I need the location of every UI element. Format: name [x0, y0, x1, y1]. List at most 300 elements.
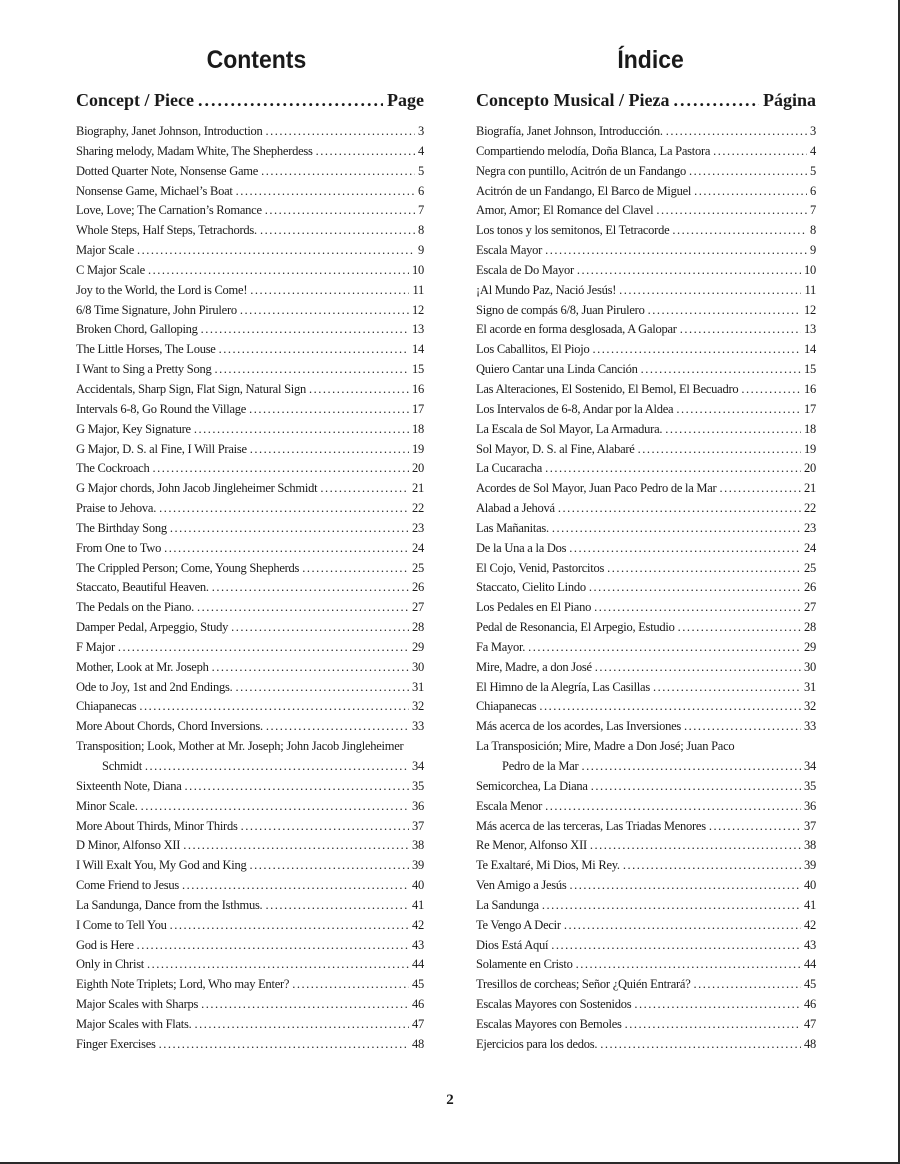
- toc-entry: [76, 539, 424, 559]
- toc-entry: [476, 896, 816, 916]
- toc-entry: [76, 638, 424, 658]
- leader-dots: [250, 856, 409, 876]
- toc-entry-page: 24: [804, 540, 816, 555]
- toc-entry: [476, 658, 816, 678]
- toc-entry-page: 28: [412, 620, 424, 635]
- toc-entry: [76, 896, 424, 916]
- toc-entry-page: 23: [412, 520, 424, 535]
- toc-entry-text: La Transposición; Mire, Madre a Don José; Juan Paco: [476, 739, 735, 754]
- toc-entry-text: Broken Chord, Galloping: [76, 322, 198, 337]
- leader-dots: [656, 201, 807, 221]
- toc-entry-text: Sol Mayor, D. S. al Fine, Alabaré: [476, 441, 635, 456]
- toc-entry: [476, 182, 816, 202]
- leader-dots: [719, 479, 801, 499]
- toc-entry-page: 13: [412, 322, 424, 337]
- toc-entry: [476, 301, 816, 321]
- toc-entry-text: Chiapanecas: [476, 699, 537, 714]
- toc-entry-text: Praise to Jehova.: [76, 501, 157, 516]
- toc-entry-text: Las Mañanitas.: [476, 520, 549, 535]
- toc-entry: [76, 320, 424, 340]
- toc-entry-continuation: [76, 757, 424, 777]
- toc-entry: [76, 955, 424, 975]
- leader-dots: [148, 261, 409, 281]
- toc-entry-page: 26: [804, 580, 816, 595]
- indice-header-page: Página: [762, 90, 816, 110]
- toc-entry-page: 47: [412, 1016, 424, 1031]
- toc-entry: [476, 261, 816, 281]
- leader-dots: [215, 360, 409, 380]
- toc-entry: [476, 459, 816, 479]
- leader-dots: [266, 717, 409, 737]
- toc-entry-text: Biografía, Janet Johnson, Introducción.: [476, 124, 663, 138]
- toc-entry-text: Mire, Madre, a don José: [476, 659, 592, 674]
- toc-entry: [76, 162, 424, 182]
- toc-entry: [76, 479, 424, 499]
- leader-dots: [709, 817, 801, 837]
- toc-entry: [476, 936, 816, 956]
- leader-dots: [159, 499, 409, 519]
- leader-dots: [673, 84, 759, 116]
- toc-entry: [76, 678, 424, 698]
- toc-entry: [76, 737, 424, 757]
- toc-entry-page: 16: [412, 381, 424, 396]
- toc-entry: [76, 459, 424, 479]
- toc-entry-page: 44: [412, 957, 424, 972]
- leader-dots: [195, 1015, 409, 1035]
- toc-entry-page: 40: [804, 878, 816, 893]
- toc-entry-page: 37: [412, 818, 424, 833]
- toc-entry-text: Negra con puntillo, Acitrón de un Fandango: [476, 163, 686, 178]
- toc-entry-page: 30: [412, 659, 424, 674]
- toc-entry-text: Whole Steps, Half Steps, Tetrachords.: [76, 223, 257, 238]
- toc-entry-text: El Cojo, Venid, Pastorcitos: [476, 560, 605, 575]
- toc-entry-text: Minor Scale.: [76, 798, 138, 813]
- toc-entry-text: G Major, D. S. al Fine, I Will Praise: [76, 441, 247, 456]
- toc-entry-text: Te Vengo A Decir: [476, 917, 561, 932]
- toc-entry: [476, 717, 816, 737]
- toc-entry-text: D Minor, Alfonso XII: [76, 838, 181, 853]
- toc-entry-page: 38: [804, 838, 816, 853]
- toc-entry-page: 17: [412, 401, 424, 416]
- leader-dots: [212, 578, 409, 598]
- leader-dots: [261, 162, 415, 182]
- toc-entry: [476, 440, 816, 460]
- toc-entry: [476, 975, 816, 995]
- leader-dots: [183, 836, 409, 856]
- leader-dots: [600, 1035, 801, 1055]
- toc-entry: [476, 539, 816, 559]
- leader-dots: [638, 440, 801, 460]
- toc-entry-text: Solamente en Cristo: [476, 957, 573, 972]
- leader-dots: [309, 380, 409, 400]
- toc-entry-page: 21: [412, 481, 424, 496]
- toc-entry-page: 34: [804, 759, 816, 773]
- toc-entry: [476, 578, 816, 598]
- leader-dots: [137, 936, 409, 956]
- leader-dots: [219, 340, 409, 360]
- toc-entry-text: La Escala de Sol Mayor, La Armadura.: [476, 421, 663, 436]
- toc-entry-text: Damper Pedal, Arpeggio, Study: [76, 620, 229, 635]
- toc-entry: [476, 697, 816, 717]
- toc-entry-page: 11: [412, 282, 424, 297]
- toc-entry: [476, 559, 816, 579]
- leader-dots: [528, 638, 801, 658]
- toc-entry: [476, 995, 816, 1015]
- toc-entry-page: 22: [804, 501, 816, 516]
- leader-dots: [653, 678, 801, 698]
- toc-entry-text: The Crippled Person; Come, Young Shepherds: [76, 560, 300, 575]
- toc-entry: [476, 142, 816, 162]
- toc-entry-text: Come Friend to Jesus: [76, 878, 179, 893]
- toc-entry-page: 48: [412, 1036, 424, 1051]
- leader-dots: [236, 182, 415, 202]
- toc-entry-page: 7: [418, 203, 424, 218]
- toc-entry-text: Only in Christ: [76, 957, 145, 972]
- toc-entry: [476, 737, 816, 757]
- toc-entry: [76, 122, 424, 142]
- toc-entry: [76, 559, 424, 579]
- toc-entry-page: 18: [412, 421, 424, 436]
- toc-entry-text: Major Scale: [76, 243, 134, 258]
- toc-entry: [76, 936, 424, 956]
- toc-entry-page: 4: [418, 143, 424, 158]
- leader-dots: [576, 955, 801, 975]
- toc-entry: [476, 340, 816, 360]
- leader-dots: [676, 400, 801, 420]
- toc-entry-text: Dios Está Aquí: [476, 937, 549, 952]
- leader-dots: [551, 936, 801, 956]
- leader-dots: [241, 817, 409, 837]
- contents-title: Contents: [206, 46, 307, 74]
- toc-entry-text: Acordes de Sol Mayor, Juan Paco Pedro de la Mar: [476, 481, 717, 496]
- toc-entry: [76, 856, 424, 876]
- toc-entry-page: 41: [412, 897, 424, 912]
- toc-entry-text: Más acerca de los acordes, Las Inversiones: [476, 719, 682, 734]
- leader-dots: [159, 1035, 409, 1055]
- toc-entry: [76, 340, 424, 360]
- toc-entry-text: Escala Mayor: [476, 243, 543, 258]
- toc-entry-page: 12: [412, 302, 424, 317]
- leader-dots: [689, 162, 807, 182]
- toc-entry-page: 6: [418, 183, 424, 198]
- toc-entry: [476, 955, 816, 975]
- toc-entry: [76, 499, 424, 519]
- toc-entry: [476, 122, 816, 142]
- toc-entry-page: 43: [804, 937, 816, 952]
- toc-entry: [76, 578, 424, 598]
- toc-entry-page: 11: [804, 282, 816, 297]
- toc-entry-text: Chiapanecas: [76, 699, 137, 714]
- toc-entry-text: El acorde en forma desglosada, A Galopar: [476, 322, 677, 337]
- toc-entry-page: 38: [412, 838, 424, 853]
- leader-dots: [164, 539, 409, 559]
- contents-list: [76, 122, 424, 1055]
- leader-dots: [185, 777, 410, 797]
- toc-entry-page: 28: [804, 620, 816, 635]
- toc-entry: [476, 221, 816, 241]
- toc-entry-text: Finger Exercises: [76, 1036, 156, 1051]
- toc-entry-text: Sharing melody, Madam White, The Shepherdess: [76, 143, 313, 158]
- toc-entry: [476, 499, 816, 519]
- toc-entry: [76, 301, 424, 321]
- toc-entry-text: Accidentals, Sharp Sign, Flat Sign, Natural Sign: [76, 381, 306, 396]
- toc-entry-text: Ode to Joy, 1st and 2nd Endings.: [76, 679, 233, 694]
- toc-entry-text: Joy to the World, the Lord is Come!: [76, 282, 248, 297]
- toc-entry-page: 22: [412, 501, 424, 516]
- toc-entry-page: 5: [810, 163, 816, 178]
- toc-entry: [76, 182, 424, 202]
- leader-dots: [545, 241, 807, 261]
- toc-entry: [76, 817, 424, 837]
- leader-dots: [139, 697, 409, 717]
- toc-entry: [476, 201, 816, 221]
- leader-dots: [141, 797, 409, 817]
- leader-dots: [581, 757, 801, 777]
- leader-dots: [634, 995, 801, 1015]
- leader-dots: [694, 182, 807, 202]
- toc-entry-page: 9: [418, 243, 424, 258]
- leader-dots: [212, 658, 409, 678]
- leader-dots: [266, 122, 415, 142]
- leader-dots: [545, 797, 801, 817]
- toc-entry: [476, 916, 816, 936]
- toc-entry-text: Dotted Quarter Note, Nonsense Game: [76, 163, 259, 178]
- toc-entry-page: 31: [412, 679, 424, 694]
- toc-entry: [76, 400, 424, 420]
- toc-entry-page: 46: [804, 997, 816, 1012]
- toc-entry: [476, 876, 816, 896]
- toc-entry-page: 40: [412, 878, 424, 893]
- toc-entry-text: Fa Mayor.: [476, 639, 526, 654]
- toc-entry: [76, 261, 424, 281]
- toc-entry: [476, 1035, 816, 1055]
- leader-dots: [231, 618, 409, 638]
- toc-entry-page: 26: [412, 580, 424, 595]
- leader-dots: [250, 440, 409, 460]
- toc-entry-page: 44: [804, 957, 816, 972]
- toc-entry-text: Major Scales with Flats.: [76, 1016, 192, 1031]
- toc-entry-page: 45: [412, 977, 424, 992]
- toc-entry: [476, 1015, 816, 1035]
- toc-entry: [76, 1035, 424, 1055]
- toc-entry-text: The Pedals on the Piano.: [76, 600, 194, 615]
- toc-entry-page: 19: [412, 441, 424, 456]
- toc-entry-text: Tresillos de corcheas; Señor ¿Quién Entrará?: [476, 977, 691, 992]
- toc-entry-page: 25: [804, 560, 816, 575]
- leader-dots: [558, 499, 801, 519]
- leader-dots: [648, 301, 801, 321]
- toc-entry-text: More About Chords, Chord Inversions.: [76, 719, 263, 734]
- toc-entry: [476, 519, 816, 539]
- leader-dots: [592, 340, 801, 360]
- toc-entry: [476, 856, 816, 876]
- toc-entry-page: 29: [804, 639, 816, 654]
- toc-entry-page: 16: [804, 381, 816, 396]
- leader-dots: [589, 578, 801, 598]
- toc-entry-text: I Come to Tell You: [76, 917, 167, 932]
- toc-entry: [76, 380, 424, 400]
- toc-entry-text: Acitrón de un Fandango, El Barco de Miguel: [476, 183, 692, 198]
- toc-entry-page: 19: [804, 441, 816, 456]
- toc-entry-page: 47: [804, 1016, 816, 1031]
- toc-entry: [76, 360, 424, 380]
- leader-dots: [577, 261, 801, 281]
- toc-entry-text: The Little Horses, The Louse: [76, 342, 216, 357]
- toc-entry-text: Major Scales with Sharps: [76, 997, 199, 1012]
- toc-entry-page: 27: [412, 600, 424, 615]
- toc-entry-page: 23: [804, 520, 816, 535]
- toc-entry-page: 9: [810, 243, 816, 258]
- toc-entry-page: 45: [804, 977, 816, 992]
- toc-entry-text: Nonsense Game, Michael’s Boat: [76, 183, 233, 198]
- toc-entry-text: Re Menor, Alfonso XII: [476, 838, 587, 853]
- toc-entry: [76, 995, 424, 1015]
- leader-dots: [607, 559, 801, 579]
- leader-dots: [118, 638, 409, 658]
- toc-entry-page: 15: [412, 362, 424, 377]
- toc-entry: [476, 420, 816, 440]
- leader-dots: [552, 519, 801, 539]
- toc-entry-page: 32: [412, 699, 424, 714]
- contents-column: [76, 40, 424, 1055]
- toc-entry-page: 36: [804, 798, 816, 813]
- leader-dots: [235, 678, 409, 698]
- leader-dots: [292, 975, 409, 995]
- toc-entry-page: 32: [804, 699, 816, 714]
- leader-dots: [542, 896, 801, 916]
- toc-entry-page: 20: [804, 461, 816, 476]
- indice-column: [476, 40, 816, 1055]
- toc-entry: [76, 777, 424, 797]
- leader-dots: [570, 876, 801, 896]
- toc-entry-page: 42: [804, 917, 816, 932]
- toc-entry-page: 25: [412, 560, 424, 575]
- toc-entry-text: From One to Two: [76, 540, 162, 555]
- toc-entry-text: Mother, Look at Mr. Joseph: [76, 659, 209, 674]
- leader-dots: [672, 221, 807, 241]
- toc-entry-text: Escalas Mayores con Bemoles: [476, 1016, 622, 1031]
- toc-entry-text: C Major Scale: [76, 262, 145, 277]
- leader-dots: [137, 241, 415, 261]
- indice-header: [476, 84, 816, 116]
- leader-dots: [201, 995, 409, 1015]
- toc-entry-text: I Want to Sing a Pretty Song: [76, 362, 212, 377]
- leader-dots: [249, 400, 409, 420]
- indice-title: Índice: [617, 46, 684, 74]
- toc-entry-page: 39: [412, 858, 424, 873]
- toc-entry-text: Intervals 6-8, Go Round the Village: [76, 401, 247, 416]
- toc-entry: [76, 836, 424, 856]
- toc-entry: [76, 519, 424, 539]
- toc-entry-text: Staccato, Beautiful Heaven.: [76, 580, 209, 595]
- toc-entry: [76, 281, 424, 301]
- toc-entry-text: Escalas Mayores con Sostenidos: [476, 997, 632, 1012]
- toc-entry-page: 42: [412, 917, 424, 932]
- toc-entry-page: 8: [810, 223, 816, 238]
- leader-dots: [539, 697, 801, 717]
- toc-entry: [476, 817, 816, 837]
- toc-entry: [476, 479, 816, 499]
- toc-entry-text: Ejercicios para los dedos.: [476, 1036, 598, 1051]
- toc-entry-text: F Major: [76, 639, 115, 654]
- toc-entry-page: 3: [418, 124, 424, 138]
- toc-entry-text: Sixteenth Note, Diana: [76, 778, 182, 793]
- toc-entry-page: 35: [412, 778, 424, 793]
- toc-entry-text: God is Here: [76, 937, 134, 952]
- toc-entry: [476, 797, 816, 817]
- leader-dots: [713, 142, 807, 162]
- toc-entry-text: Signo de compás 6/8, Juan Pirulero: [476, 302, 645, 317]
- toc-entry-text: Semicorchea, La Diana: [476, 778, 588, 793]
- toc-entry-text: Los Intervalos de 6-8, Andar por la Aldea: [476, 401, 674, 416]
- toc-entry: [476, 360, 816, 380]
- leader-dots: [152, 459, 409, 479]
- toc-entry-text: Eighth Note Triplets; Lord, Who may Enter?: [76, 977, 290, 992]
- toc-entry: [476, 777, 816, 797]
- indice-header-label: Concepto Musical / Pieza: [476, 90, 670, 110]
- leader-dots: [170, 916, 409, 936]
- toc-entry: [76, 797, 424, 817]
- toc-entry-page: 31: [804, 679, 816, 694]
- toc-entry-text: Los Caballitos, El Piojo: [476, 342, 590, 357]
- leader-dots: [250, 281, 409, 301]
- leader-dots: [684, 717, 801, 737]
- toc-entry-page: 15: [804, 362, 816, 377]
- toc-entry-continuation: [476, 757, 816, 777]
- toc-entry: [476, 836, 816, 856]
- toc-entry-text: Pedro de la Mar: [502, 759, 579, 773]
- leader-dots: [623, 856, 801, 876]
- toc-entry-page: 39: [804, 858, 816, 873]
- leader-dots: [240, 301, 409, 321]
- toc-entry: [76, 201, 424, 221]
- leader-dots: [316, 142, 415, 162]
- toc-entry: [76, 618, 424, 638]
- toc-entry-text: Amor, Amor; El Romance del Clavel: [476, 203, 654, 218]
- toc-entry-text: Alabad a Jehová: [476, 501, 555, 516]
- toc-entry: [76, 440, 424, 460]
- toc-entry-text: G Major chords, John Jacob Jingleheimer Schmidt: [76, 481, 318, 496]
- toc-entry-page: 5: [418, 163, 424, 178]
- contents-header: [76, 84, 424, 116]
- toc-entry: [76, 717, 424, 737]
- toc-entry: [476, 598, 816, 618]
- toc-entry-text: Ven Amigo a Jesús: [476, 878, 567, 893]
- leader-dots: [194, 420, 409, 440]
- leader-dots: [197, 598, 409, 618]
- toc-entry-text: Escala Menor: [476, 798, 543, 813]
- toc-entry-text: La Sandunga: [476, 897, 539, 912]
- toc-entry-page: 20: [412, 461, 424, 476]
- toc-entry-text: Compartiendo melodía, Doña Blanca, La Pastora: [476, 143, 711, 158]
- toc-entry-page: 36: [412, 798, 424, 813]
- toc-entry-text: Te Exaltaré, Mi Dios, Mi Rey.: [476, 858, 620, 873]
- toc-entry: [76, 420, 424, 440]
- leader-dots: [625, 1015, 801, 1035]
- toc-entry-text: La Sandunga, Dance from the Isthmus.: [76, 897, 263, 912]
- leader-dots: [569, 539, 801, 559]
- toc-entry-text: The Cockroach: [76, 461, 150, 476]
- leader-dots: [198, 84, 383, 116]
- toc-entry-page: 10: [804, 262, 816, 277]
- contents-header-label: Concept / Piece: [76, 90, 194, 110]
- leader-dots: [320, 479, 409, 499]
- toc-entry: [76, 221, 424, 241]
- page-number: 2: [446, 1092, 454, 1108]
- leader-dots: [590, 836, 801, 856]
- toc-entry-page: 48: [804, 1036, 816, 1051]
- toc-entry: [76, 876, 424, 896]
